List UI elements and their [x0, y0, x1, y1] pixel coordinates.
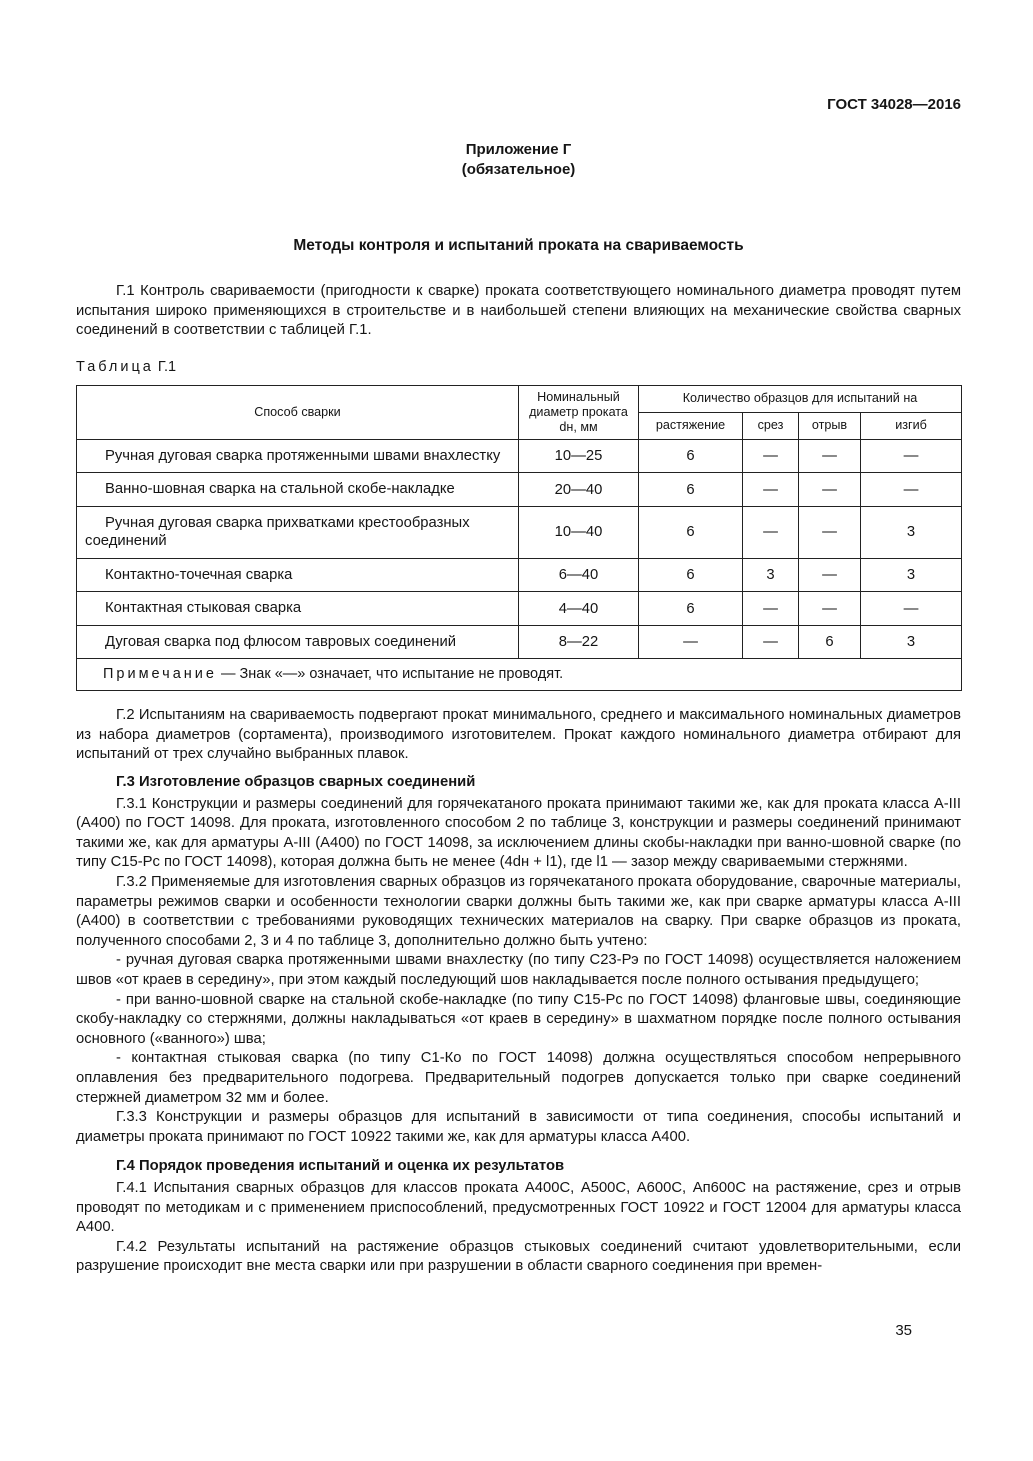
- cell-bend: 3: [861, 506, 962, 558]
- col-header-method: Способ сварки: [77, 385, 519, 439]
- col-header-diameter: Номинальный диаметр проката dн, мм: [519, 385, 639, 439]
- appendix-title: Приложение Г: [465, 141, 572, 158]
- cell-breakaway: —: [799, 592, 861, 626]
- cell-diameter: 8—22: [519, 625, 639, 659]
- cell-method: Ванно-шовная сварка на стальной скобе-накладке: [77, 473, 519, 507]
- table-note: [77, 659, 962, 691]
- col-header-tension: растяжение: [639, 412, 743, 439]
- cell-bend: 3: [861, 558, 962, 592]
- cell-shear: —: [743, 592, 799, 626]
- page-content: [76, 97, 961, 1277]
- heading-g3: Г.3 Изготовление образцов сварных соединений: [116, 774, 476, 791]
- cell-method: Ручная дуговая сварка протяженными швами внахлестку: [77, 439, 519, 473]
- table-caption-label: Таблица: [76, 358, 154, 375]
- cell-breakaway: —: [799, 439, 861, 473]
- paragraph-g33: Г.3.3 Конструкции и размеры образцов для испытаний в зависимости от типа соединения, способы испытаний и диаметры проката принимают по ГОСТ 10922 такими же, как для арматуры класса А400.: [76, 1109, 961, 1145]
- cell-tension: 6: [639, 592, 743, 626]
- table-row: [77, 625, 962, 659]
- col-header-specimens-group: Количество образцов для испытаний на: [639, 385, 962, 412]
- cell-bend: —: [861, 439, 962, 473]
- cell-diameter: 4—40: [519, 592, 639, 626]
- cell-diameter: 6—40: [519, 558, 639, 592]
- cell-method: Ручная дуговая сварка прихватками крестообразных соединений: [77, 506, 519, 558]
- cell-breakaway: —: [799, 558, 861, 592]
- cell-tension: 6: [639, 439, 743, 473]
- paragraph-g42: Г.4.2 Результаты испытаний на растяжение образцов стыковых соединений считают удовлетворительными, если разрушение происходит вне места сварки или при разрушении в области сварного соединения при времен-: [76, 1238, 961, 1275]
- section-title: Методы контроля и испытаний проката на свариваемость: [293, 237, 744, 254]
- paragraph-g2: Г.2 Испытаниям на свариваемость подвергают прокат минимального, среднего и максимального номинальных диаметров из набора диаметров (сортамента), производимого изготовителем. Прокат каждого номинального диаметра отбирают для испытаний от трех случайно выбранных плавок.: [76, 707, 961, 763]
- cell-shear: —: [743, 625, 799, 659]
- cell-method: Дуговая сварка под флюсом тавровых соединений: [77, 625, 519, 659]
- cell-breakaway: —: [799, 506, 861, 558]
- cell-method: Контактная стыковая сварка: [77, 592, 519, 626]
- paragraph-g32-bullet-1: - ручная дуговая сварка протяженными швами внахлестку (по типу С23-Рэ по ГОСТ 14098) осуществляется наложением швов «от краев в середину», при этом каждый последующий шов накладывается после полного остывания предыдущего;: [76, 952, 961, 988]
- paragraph-g32: Г.3.2 Применяемые для изготовления сварных образцов из горячекатаного проката оборудование, сварочные материалы, параметры режимов сварки и особенности технологии сварки должны быть такими же, как при сварке арматуры класса А-III (А400) в соответствии с требованиями руководящих технических материалов на сварку. При сварке образцов из проката, полученного способами 2, 3 и 4 по таблице 3, дополнительно должно быть учтено:: [76, 874, 961, 949]
- cell-shear: —: [743, 506, 799, 558]
- table-note-row: [77, 659, 962, 691]
- cell-diameter: 10—40: [519, 506, 639, 558]
- cell-tension: 6: [639, 473, 743, 507]
- weldability-test-table: [76, 385, 962, 692]
- col-header-bend: изгиб: [861, 412, 962, 439]
- table-row: [77, 439, 962, 473]
- page-number: 35: [895, 1322, 912, 1339]
- appendix-subtitle: (обязательное): [461, 161, 576, 178]
- cell-shear: —: [743, 439, 799, 473]
- table-row: [77, 558, 962, 592]
- paragraph-g32-bullet-3: - контактная стыковая сварка (по типу С1-Ко по ГОСТ 14098) должна осуществляться способом непрерывного оплавления без предварительного подогрева. Предварительный подогрев допускается только при сварке соединений стержней диаметром 32 мм и более.: [76, 1050, 961, 1106]
- paragraph-g41: Г.4.1 Испытания сварных образцов для классов проката А400С, А500С, А600С, Ап600С на растяжение, срез и отрыв проводят по методикам и с применением приспособлений, предусмотренных ГОСТ 10922 и ГОСТ 12004 для арматуры класса А400.: [76, 1179, 961, 1236]
- table-row: [77, 592, 962, 626]
- cell-method: Контактно-точечная сварка: [77, 558, 519, 592]
- paragraph-g32-bullet-2: - при ванно-шовной сварке на стальной скобе-накладке (по типу С15-Рс по ГОСТ 14098) фланговые швы, соединяющие скобу-накладку со стержнями, должны накладываться «от краев в середину» в шахматном порядке после полного остывания основного («ванного») шва;: [76, 991, 961, 1047]
- cell-tension: 6: [639, 506, 743, 558]
- cell-tension: 6: [639, 558, 743, 592]
- table-caption: [76, 358, 961, 376]
- heading-g4: Г.4 Порядок проведения испытаний и оценка их результатов: [116, 1158, 565, 1175]
- appendix-header: [76, 140, 961, 180]
- col-header-shear: срез: [743, 412, 799, 439]
- cell-diameter: 20—40: [519, 473, 639, 507]
- doc-number: ГОСТ 34028—2016: [827, 96, 961, 113]
- cell-breakaway: 6: [799, 625, 861, 659]
- table-header-row-1: [77, 385, 962, 412]
- cell-shear: 3: [743, 558, 799, 592]
- cell-bend: 3: [861, 625, 962, 659]
- col-header-breakaway: отрыв: [799, 412, 861, 439]
- table-caption-number: Г.1: [157, 358, 177, 375]
- cell-shear: —: [743, 473, 799, 507]
- cell-bend: —: [861, 473, 962, 507]
- table-row: [77, 473, 962, 507]
- cell-diameter: 10—25: [519, 439, 639, 473]
- paragraph-g1: Г.1 Контроль свариваемости (пригодности к сварке) проката соответствующего номинального диаметра проводят путем испытания широко применяющихся в строительстве и в наибольшей степени влияющих на механические свойства сварных соединений в соответствии с таблицей Г.1.: [76, 283, 961, 339]
- table-note-label: Примечание: [103, 666, 217, 683]
- table-note-text: — Знак «—» означает, что испытание не проводят.: [216, 666, 564, 683]
- cell-bend: —: [861, 592, 962, 626]
- table-row: [77, 506, 962, 558]
- cell-breakaway: —: [799, 473, 861, 507]
- cell-tension: —: [639, 625, 743, 659]
- paragraph-g31: Г.3.1 Конструкции и размеры соединений для горячекатаного проката принимают такими же, как для проката класса А-III (А400) по ГОСТ 14098. Для проката, изготовленного способом 2 по таблице 3, конструкции и размеры соединений принимают такими же, как для арматуры А-III (А400) по ГОСТ 14098, за исключением длины скобы-накладки при ванно-шовной сварке (по типу С15-Рс по ГОСТ 14098), которая должна быть не менее (4dн + l1), где l1 — зазор между свариваемыми стержнями.: [76, 795, 961, 871]
